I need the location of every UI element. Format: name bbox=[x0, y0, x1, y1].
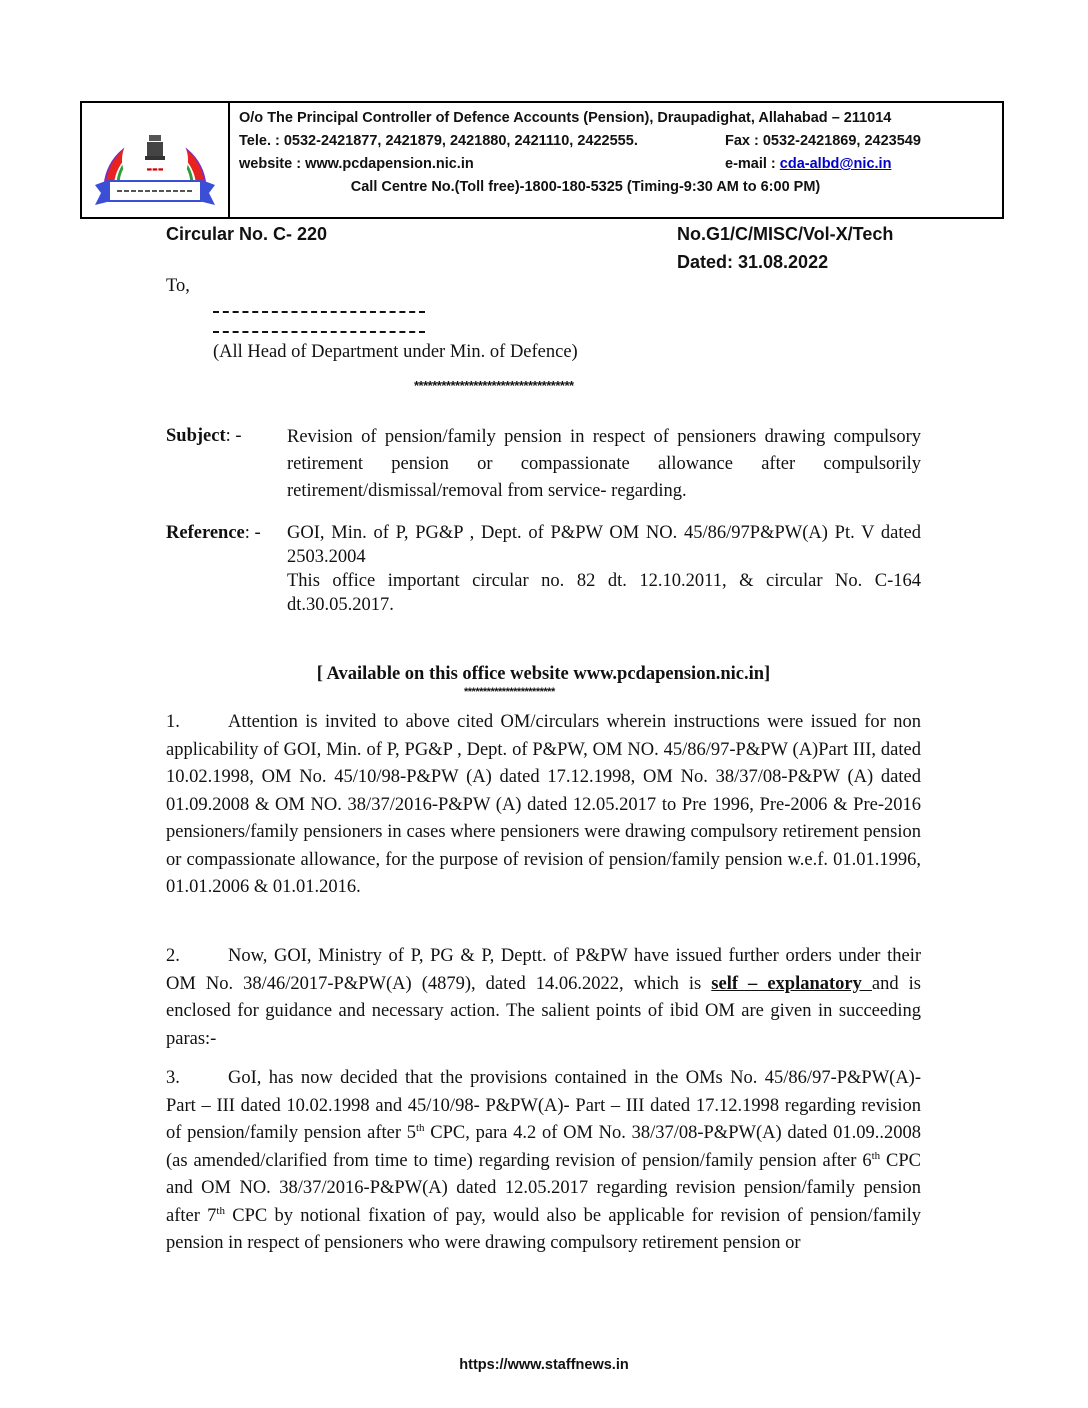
paragraph-number: 1. bbox=[166, 712, 180, 732]
reference-item: This office important circular no. 82 dt. 12.10.2011, & circular No. C-164 dt.30.05.2017. bbox=[287, 571, 921, 615]
reference-list bbox=[287, 521, 921, 617]
reference-item: GOI, Min. of P, PG&P , Dept. of P&PW OM NO. 45/86/97P&PW(A) Pt. V dated 2503.2004 bbox=[287, 523, 921, 567]
svg-text:▬▬▬: ▬▬▬ bbox=[146, 166, 164, 173]
paragraph-2: 2. Now, GOI, Ministry of P, PG & P, Deptt. of P&PW have issued further orders under their OM No. 38/46/2017-P&PW(A) (4879), dated 14.06.2022, which is self – explanatory and is enclosed for guidance and necessary action. The salient points of ibid OM are given in succeeding paras:- bbox=[166, 943, 921, 1053]
contact-web-row bbox=[239, 153, 1002, 176]
logo-cell bbox=[82, 103, 230, 217]
addressee-line: (All Head of Department under Min. of Defence) bbox=[213, 342, 578, 362]
reference-label: Reference: - bbox=[166, 523, 261, 543]
subject-text: Revision of pension/family pension in respect of pensioners drawing compulsory retirement pension or compassionate allowance after compulsorily retirement/dismissal/removal from service- regarding. bbox=[287, 427, 921, 501]
available-stars: ************************ bbox=[464, 686, 555, 698]
pcda-emblem-logo-icon bbox=[91, 105, 219, 215]
separator-stars: *********************************** bbox=[414, 378, 574, 393]
office-info bbox=[230, 103, 1002, 217]
fax-numbers: Fax : 0532-2421869, 2423549 bbox=[725, 133, 921, 149]
contact-phone-row bbox=[239, 130, 1002, 153]
letterhead bbox=[80, 101, 1004, 219]
email-row bbox=[725, 153, 891, 176]
emphasis-self-explanatory: self – explanatory bbox=[711, 973, 872, 994]
subject-label: Subject: - bbox=[166, 426, 242, 446]
paragraph-3: 3. GoI, has now decided that the provisions contained in the OMs No. 45/86/97-P&PW(A)- Part – III dated 10.02.1998 and 45/10/98- P&PW(A)- Part – III dated 17.12.1998 regarding revision of pension/family pension after 5th CPC, para 4.2 of OM No. 38/37/08-P&PW(A) dated 01.09..2008 (as amended/clarified from time to time) regarding revision of pension/family pension after 6th CPC and OM NO. 38/37/2016-P&PW(A) dated 12.05.2017 regarding revision pension/family pension after 7th CPC by notional fixation of pay, would also be applicable for revision of pension/family pension in respect of pensioners who were drawing compulsory retirement pension or bbox=[166, 1065, 921, 1258]
circular-number: Circular No. C- 220 bbox=[166, 224, 328, 244]
available-note: [ Available on this office website www.pcdapension.nic.in] bbox=[316, 664, 771, 684]
telephone-numbers: Tele. : 0532-2421877, 2421879, 2421880, 2421110, 2422555. bbox=[239, 133, 638, 149]
paragraph-1: 1. Attention is invited to above cited OM/circulars wherein instructions were issued for non applicability of GOI, Min. of P, PG&P , Dept. of P&PW, OM NO. 45/86/97-P&PW (A)Part III, dated 10.02.1998, OM No. 45/10/98-P&PW (A) dated 17.12.1998, OM No. 38/37/08-P&PW (A) dated 01.09.2008 & OM NO. 38/37/2016-P&PW (A) dated 12.05.2017 to Pre 1996, Pre-2006 & Pre-2016 pensioners/family pensioners in cases where pensioners were drawing compulsory retirement pension or compassionate allowance, for the purpose of revision of pension/family pension w.e.f. 01.01.1996, 01.01.2006 & 01.01.2016. bbox=[166, 709, 921, 902]
paragraph-number: 2. bbox=[166, 946, 180, 966]
addressee-to: To, bbox=[166, 276, 190, 296]
file-number: No.G1/C/MISC/Vol-X/Tech bbox=[677, 224, 894, 244]
paragraph-number: 3. bbox=[166, 1068, 180, 1088]
office-name: O/o The Principal Controller of Defence Accounts (Pension), Draupadighat, Allahabad – 211014 bbox=[239, 110, 892, 126]
footer-url: https://www.staffnews.in bbox=[459, 1357, 629, 1373]
website: website : www.pcdapension.nic.in bbox=[239, 156, 474, 172]
email-label: e-mail : bbox=[725, 156, 780, 172]
email-link[interactable]: cda-albd@nic.in bbox=[779, 156, 892, 172]
addressee-blank-line-2 bbox=[213, 331, 425, 333]
addressee-blank-line-1 bbox=[213, 311, 425, 313]
circular-date: Dated: 31.08.2022 bbox=[677, 252, 829, 272]
call-centre: Call Centre No.(Toll free)-1800-180-5325 (Timing-9:30 AM to 6:00 PM) bbox=[350, 179, 821, 195]
